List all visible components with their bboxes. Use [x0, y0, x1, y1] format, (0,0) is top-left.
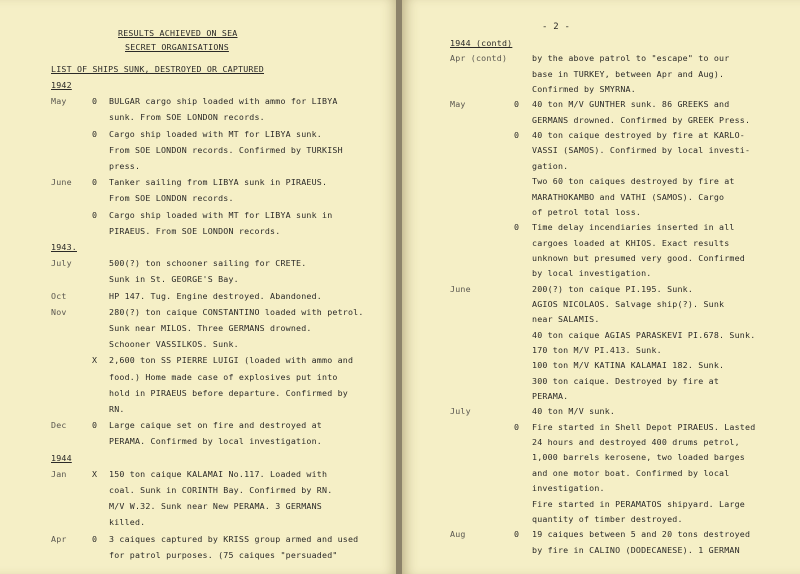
- entry-mark: 0: [514, 130, 520, 141]
- entry-line: 200(?) ton caique PI.195. Sunk.: [532, 283, 694, 294]
- entry-line: for patrol purposes. (75 caiques "persuaded": [109, 549, 338, 560]
- margin-date: 1942: [51, 80, 72, 90]
- margin-date: Apr (contd): [450, 53, 508, 64]
- entry-line: PERAMA. Confirmed by local investigation.: [109, 436, 323, 447]
- entry-line: killed.: [109, 517, 146, 528]
- entry-line: Schooner VASSILKOS. Sunk.: [109, 339, 239, 350]
- entry-line: 40 ton caique AGIAS PARASKEVI PI.678. Sunk.: [532, 329, 756, 340]
- entry-mark: 0: [514, 529, 520, 540]
- right-page: [402, 0, 800, 574]
- entry-line: by the above patrol to "escape" to our: [532, 53, 730, 64]
- entry-line: coal. Sunk in CORINTH Bay. Confirmed by RN.: [109, 485, 333, 495]
- margin-date: June: [450, 283, 471, 294]
- entry-line: HP 147. Tug. Engine destroyed. Abandoned.: [109, 290, 323, 301]
- entry-line: 170 ton M/V PI.413. Sunk.: [532, 345, 662, 355]
- entry-line: Confirmed by SMYRNA.: [532, 84, 636, 95]
- entry-mark: 0: [92, 177, 98, 188]
- entry-line: MARATHOKAMBO and VATHI (SAMOS). Cargo: [532, 191, 725, 202]
- entry-line: PERAMA.: [532, 391, 569, 402]
- margin-date: July: [450, 406, 471, 417]
- entry-line: investigation.: [532, 483, 605, 494]
- entry-line: 40 ton M/V sunk.: [532, 406, 616, 417]
- entry-line: From SOE LONDON records.: [109, 193, 234, 204]
- entry-line: Sunk near MILOS. Three GERMANS drowned.: [109, 323, 312, 333]
- entry-line: food.) Home made case of explosives put into: [109, 371, 338, 382]
- entry-mark: X: [92, 468, 98, 479]
- entry-mark: 0: [92, 420, 98, 431]
- entry-mark: 0: [92, 533, 98, 544]
- entry-line: 500(?) ton schooner sailing for CRETE.: [109, 258, 307, 269]
- entry-line: and one motor boat. Confirmed by local: [532, 467, 730, 478]
- entry-line: 3 caiques captured by KRISS group armed and used: [109, 533, 359, 544]
- margin-date: Apr: [51, 533, 67, 544]
- entry-line: 2,600 ton SS PIERRE LUIGI (loaded with ammo and: [109, 355, 354, 366]
- entry-line: gation.: [532, 160, 569, 171]
- left-heading: LIST OF SHIPS SUNK, DESTROYED OR CAPTURED: [51, 64, 265, 74]
- left-title-2: SECRET ORGANISATIONS: [125, 42, 229, 52]
- entry-line: Cargo ship loaded with MT for LIBYA sunk.: [109, 128, 323, 139]
- entry-line: 40 ton M/V GUNTHER sunk. 86 GREEKS and: [532, 99, 730, 110]
- entry-line: Two 60 ton caiques destroyed by fire at: [532, 176, 735, 187]
- entry-mark: 0: [514, 421, 520, 432]
- left-page: [0, 0, 398, 574]
- entry-line: by local investigation.: [532, 268, 652, 279]
- entry-line: base in TURKEY, between Apr and Aug).: [532, 68, 725, 79]
- entry-line: Cargo ship loaded with MT for LIBYA sunk in: [109, 209, 333, 220]
- entry-line: From SOE LONDON records. Confirmed by TURKISH: [109, 144, 343, 155]
- margin-date: May: [51, 96, 67, 107]
- entry-line: M/V W.32. Sunk near New PERAMA. 3 GERMANS: [109, 501, 323, 512]
- entry-mark: 0: [92, 209, 98, 220]
- entry-line: near SALAMIS.: [532, 314, 600, 325]
- entry-line: Fire started in Shell Depot PIRAEUS. Lasted: [532, 421, 756, 432]
- entry-line: RN.: [109, 404, 125, 414]
- entry-mark: X: [92, 355, 98, 366]
- entry-line: Tanker sailing from LIBYA sunk in PIRAEUS.: [109, 177, 328, 188]
- margin-date: 1943.: [51, 242, 77, 252]
- entry-line: 280(?) ton caique CONSTANTINO loaded with petrol.: [109, 306, 364, 317]
- margin-date: Oct: [51, 290, 67, 301]
- entry-line: hold in PIRAEUS before departure. Confirmed by: [109, 387, 348, 398]
- entry-line: Fire started in PERAMATOS shipyard. Large: [532, 498, 746, 509]
- left-title-1: RESULTS ACHIEVED ON SEA: [118, 28, 238, 38]
- entry-line: PIRAEUS. From SOE LONDON records.: [109, 225, 281, 236]
- margin-date: 1944 (contd): [450, 38, 513, 48]
- entry-line: Sunk in St. GEORGE'S Bay.: [109, 274, 239, 285]
- entry-line: AGIOS NICOLAOS. Salvage ship(?). Sunk: [532, 298, 725, 309]
- entry-line: BULGAR cargo ship loaded with ammo for LIBYA: [109, 96, 338, 107]
- entry-line: 150 ton caique KALAMAI No.117. Loaded with: [109, 468, 328, 479]
- entry-line: 24 hours and destroyed 400 drums petrol,: [532, 437, 740, 448]
- entry-line: sunk. From SOE LONDON records.: [109, 112, 265, 123]
- entry-line: press.: [109, 161, 141, 171]
- margin-date: Jan: [51, 468, 67, 479]
- entry-line: of petrol total loss.: [532, 206, 642, 217]
- entry-line: 19 caiques between 5 and 20 tons destroyed: [532, 529, 751, 540]
- margin-date: Nov: [51, 306, 67, 317]
- entry-line: cargoes loaded at KHIOS. Exact results: [532, 237, 730, 248]
- page-number: - 2 -: [542, 22, 571, 32]
- entry-line: Time delay incendiaries inserted in all: [532, 222, 735, 233]
- margin-date: June: [51, 177, 72, 188]
- margin-date: 1944: [51, 452, 72, 463]
- margin-date: May: [450, 99, 466, 110]
- entry-line: 1,000 barrels kerosene, two loaded barges: [532, 452, 746, 463]
- entry-mark: 0: [514, 222, 520, 233]
- entry-mark: 0: [92, 128, 98, 139]
- entry-line: 40 ton caique destroyed by fire at KARLO-: [532, 130, 746, 141]
- margin-date: July: [51, 258, 72, 269]
- margin-date: Dec: [51, 420, 67, 431]
- entry-line: by fire in CALINO (DODECANESE). 1 GERMAN: [532, 544, 740, 555]
- entry-line: GERMANS drowned. Confirmed by GREEK Press.: [532, 114, 751, 125]
- entry-line: 100 ton M/V KATINA KALAMAI 182. Sunk.: [532, 360, 725, 371]
- margin-date: Aug: [450, 529, 466, 540]
- entry-line: Large caique set on fire and destroyed at: [109, 420, 323, 431]
- entry-mark: 0: [92, 96, 98, 107]
- entry-line: unknown but presumed very good. Confirmed: [532, 252, 746, 263]
- entry-line: VASSI (SAMOS). Confirmed by local investi-: [532, 145, 751, 156]
- entry-mark: 0: [514, 99, 520, 110]
- entry-line: 300 ton caique. Destroyed by fire at: [532, 375, 720, 386]
- entry-line: quantity of timber destroyed.: [532, 513, 683, 524]
